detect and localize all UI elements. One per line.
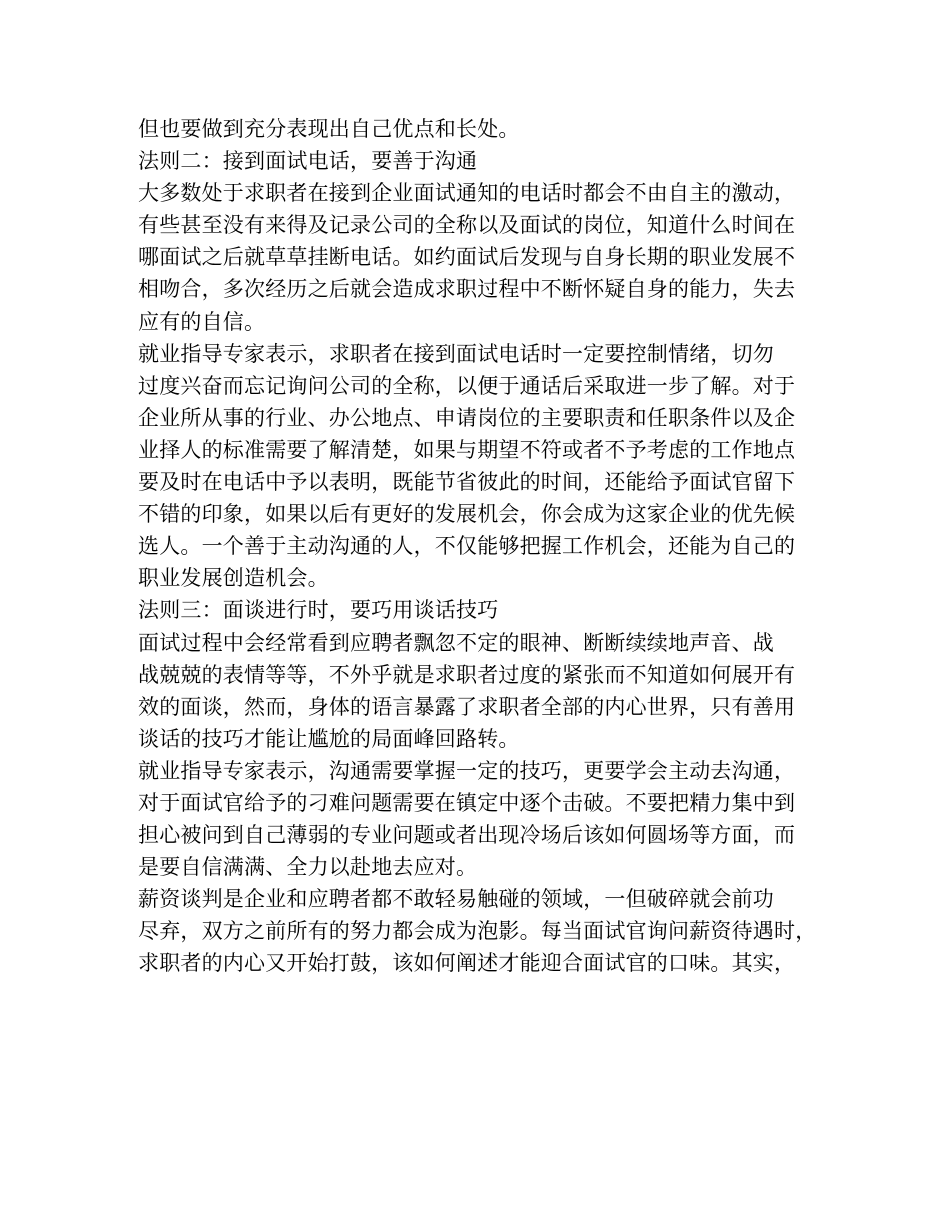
text-line: 求职者的内心又开始打鼓，该如何阐述才能迎合面试官的口味。其实， [138, 951, 796, 976]
text-line: 应有的自信。 [138, 309, 266, 334]
text-line: 要及时在电话中予以表明，既能节省彼此的时间，还能给予面试官留下 [138, 470, 796, 495]
text-line: 担心被问到自己薄弱的专业问题或者出现冷场后该如何圆场等方面，而 [138, 823, 796, 848]
text-line: 战兢兢的表情等等，不外乎就是求职者过度的紧张而不知道如何展开有 [138, 662, 796, 687]
text-line: 大多数处于求职者在接到企业面试通知的电话时都会不由自主的激动， [138, 181, 796, 206]
text-line: 但也要做到充分表现出自己优点和长处。 [138, 117, 520, 141]
text-line: 薪资谈判是企业和应聘者都不敢轻易触碰的领域，一但破碎就会前功 [138, 887, 774, 912]
text-line: 是要自信满满、全力以赴地去应对。 [138, 855, 478, 880]
text-line: 不错的印象，如果以后有更好的发展机会，你会成为这家企业的优先候 [138, 502, 796, 527]
text-line: 谈话的技巧才能让尴尬的局面峰回路转。 [138, 726, 520, 751]
text-line: 就业指导专家表示，沟通需要掌握一定的技巧，更要学会主动去沟通， [138, 758, 796, 783]
text-line: 效的面谈，然而，身体的语言暴露了求职者全部的内心世界，只有善用 [138, 694, 796, 719]
text-line: 面试过程中会经常看到应聘者飘忽不定的眼神、断断续续地声音、战 [138, 630, 774, 655]
text-line: 就业指导专家表示，求职者在接到面试电话时一定要控制情绪，切勿 [138, 341, 774, 366]
section-heading: 法则三：面谈进行时，要巧用谈话技巧 [138, 598, 499, 623]
text-line: 相吻合，多次经历之后就会造成求职过程中不断怀疑自身的能力，失去 [138, 277, 796, 302]
body-text [138, 113, 828, 980]
text-line: 对于面试官给予的刁难问题需要在镇定中逐个击破。不要把精力集中到 [138, 790, 796, 815]
text-line: 哪面试之后就草草挂断电话。如约面试后发现与自身长期的职业发展不 [138, 245, 796, 270]
text-line: 企业所从事的行业、办公地点、申请岗位的主要职责和任职条件以及企 [138, 405, 796, 430]
text-line: 业择人的标准需要了解清楚，如果与期望不符或者不予考虑的工作地点 [138, 437, 796, 462]
text-line: 尽弃，双方之前所有的努力都会成为泡影。每当面试官询问薪资待遇时， [138, 919, 817, 944]
text-line: 有些甚至没有来得及记录公司的全称以及面试的岗位，知道什么时间在 [138, 213, 796, 238]
text-line: 职业发展创造机会。 [138, 566, 329, 591]
section-heading: 法则二：接到面试电话，要善于沟通 [138, 149, 478, 174]
text-line: 选人。一个善于主动沟通的人，不仅能够把握工作机会，还能为自己的 [138, 534, 796, 559]
text-line: 过度兴奋而忘记询问公司的全称，以便于通话后采取进一步了解。对于 [138, 373, 796, 398]
